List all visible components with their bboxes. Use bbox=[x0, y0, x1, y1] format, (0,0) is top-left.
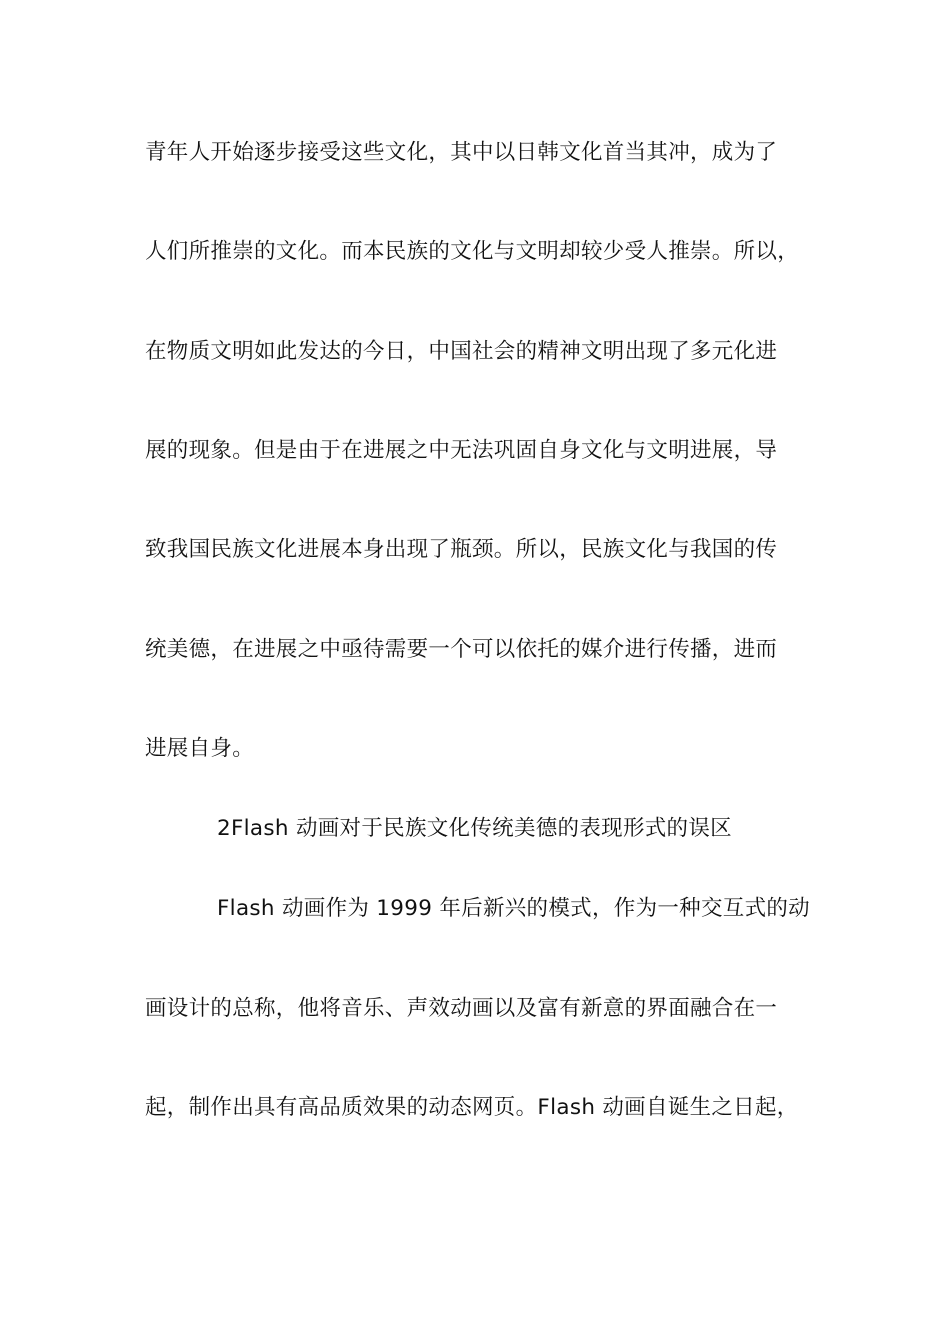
body-text-line: 统美德，在进展之中亟待需要一个可以依托的媒介进行传播，进而 bbox=[145, 637, 778, 662]
section-heading: 2Flash 动画对于民族文化传统美德的表现形式的误区 bbox=[217, 816, 732, 841]
body-text-line: 画设计的总称，他将音乐、声效动画以及富有新意的界面融合在一 bbox=[145, 996, 778, 1021]
body-text-line: 进展自身。 bbox=[145, 736, 255, 761]
body-text-line: 人们所推崇的文化。而本民族的文化与文明却较少受人推崇。所以， bbox=[145, 239, 800, 264]
body-text-line: Flash 动画作为 1999 年后新兴的模式，作为一种交互式的动 bbox=[217, 896, 810, 921]
body-text-line: 展的现象。但是由于在进展之中无法巩固自身文化与文明进展，导 bbox=[145, 438, 778, 463]
body-text-line: 起，制作出具有高品质效果的动态网页。Flash 动画自诞生之日起， bbox=[145, 1095, 799, 1120]
body-text-line: 致我国民族文化进展本身出现了瓶颈。所以，民族文化与我国的传 bbox=[145, 537, 778, 562]
body-text-line: 青年人开始逐步接受这些文化，其中以日韩文化首当其冲，成为了 bbox=[145, 140, 778, 165]
body-text-line: 在物质文明如此发达的今日，中国社会的精神文明出现了多元化进 bbox=[145, 339, 778, 364]
